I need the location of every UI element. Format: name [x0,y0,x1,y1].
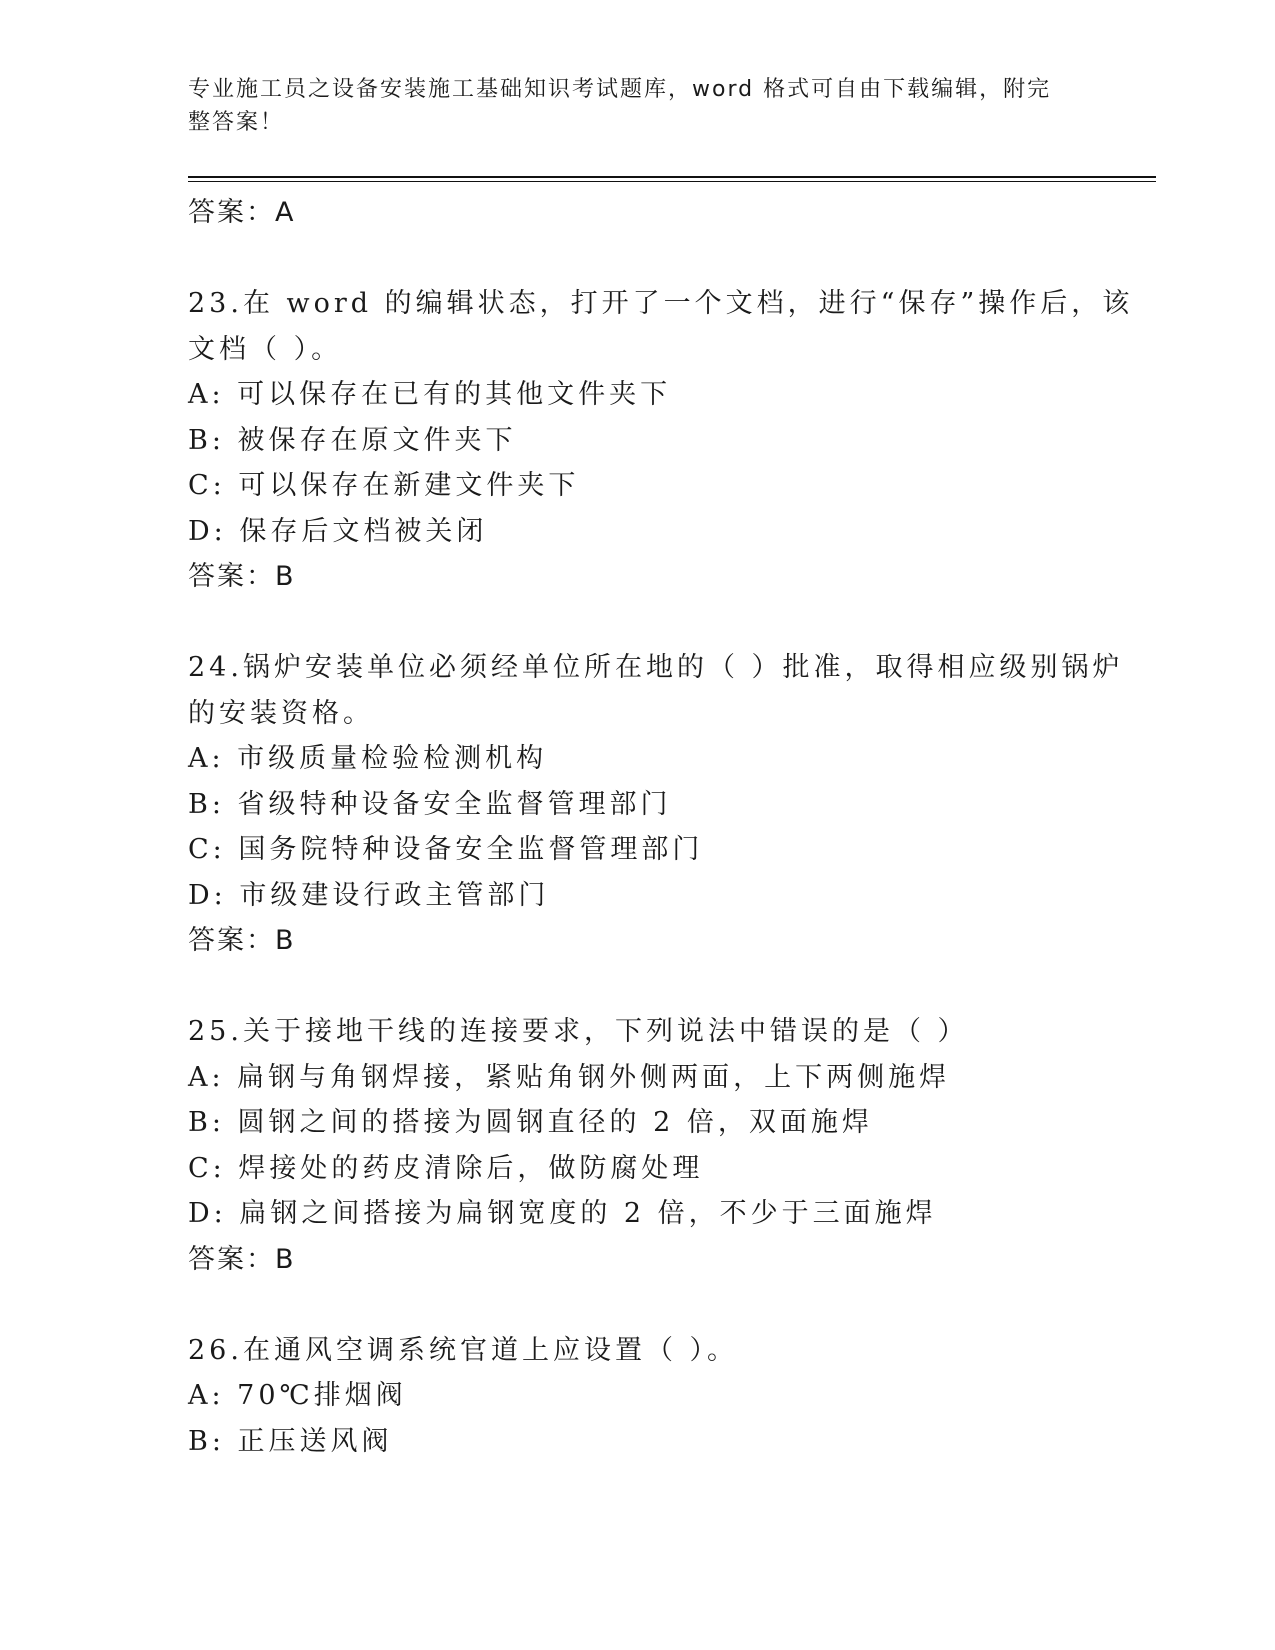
option-d: D: 保存后文档被关闭 [188,515,488,547]
option-a: A: 扁钢与角钢焊接，紧贴角钢外侧两面，上下两侧施焊 [188,1061,951,1093]
option-a: A: 70℃排烟阀 [188,1380,407,1411]
question-list [188,190,1134,1464]
question-stem: 25.关于接地干线的连接要求，下列说法中错误的是（ ） [188,1016,969,1047]
question-26 [188,1328,1108,1465]
answer-label: 答案：B [188,925,296,956]
question-stem: 24.锅炉安装单位必须经单位所在地的（ ）批准，取得相应级别锅炉 [188,652,1124,683]
option-b: B: 被保存在原文件夹下 [188,424,517,456]
question-stem: 26.在通风空调系统官道上应设置（ ）。 [188,1334,739,1366]
option-d: D: 扁钢之间搭接为扁钢宽度的 2 倍，不少于三面施焊 [188,1198,937,1229]
option-b: B: 圆钢之间的搭接为圆钢直径的 2 倍，双面施焊 [188,1107,873,1138]
option-b: B: 省级特种设备安全监督管理部门 [188,788,672,820]
option-c: C: 国务院特种设备安全监督管理部门 [188,834,704,865]
option-c: C: 焊接处的药皮清除后，做防腐处理 [188,1152,704,1184]
option-a: A: 市级质量检验检测机构 [188,743,548,774]
option-c: C: 可以保存在新建文件夹下 [188,470,580,501]
answer-label: 答案：B [188,561,296,592]
question-stem: 的安装资格。 [188,697,374,729]
question-stem: 文档（ ）。 [188,333,343,365]
header-line-2: 整答案！ [188,110,285,135]
header-divider-thin [188,181,1156,182]
option-a: A: 可以保存在已有的其他文件夹下 [188,379,672,410]
header-line-1: 专业施工员之设备安装施工基础知识考试题库，word 格式可自由下载编辑，附完 [188,77,1052,102]
question-23 [188,281,1134,600]
question-stem: 23.在 word 的编辑状态，打开了一个文档，进行“保存”操作后，该 [188,288,1134,319]
question-25 [188,1009,1108,1282]
question-24 [188,645,1124,964]
option-b: B: 正压送风阀 [188,1425,393,1457]
answer-label: 答案：B [188,1243,296,1275]
answer-label: 答案：A [188,197,296,228]
header-divider-thick [188,176,1156,178]
document-header [188,73,1068,139]
option-d: D: 市级建设行政主管部门 [188,879,550,911]
